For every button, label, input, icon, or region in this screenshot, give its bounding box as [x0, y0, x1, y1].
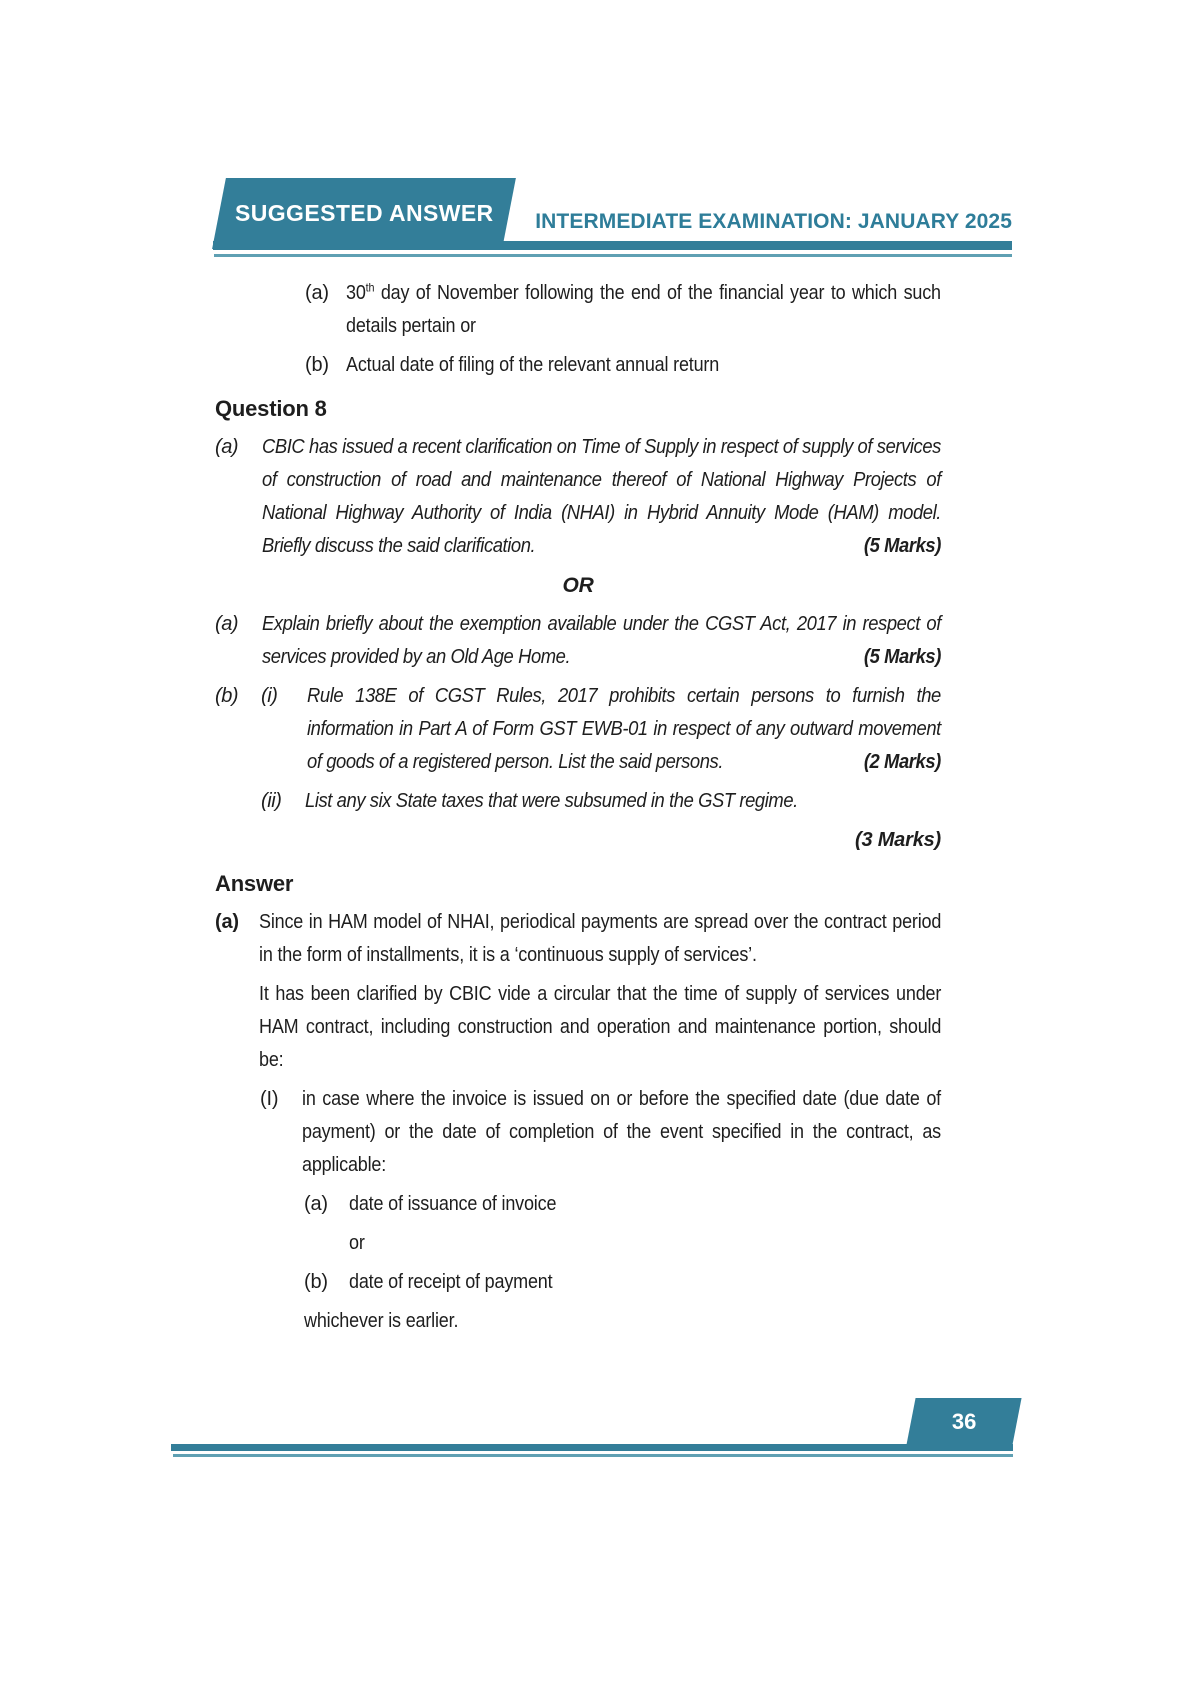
question-8b-i — [215, 680, 941, 779]
exam-title: INTERMEDIATE EXAMINATION: JANUARY 2025 — [535, 210, 1012, 233]
question-label-outer: (b) — [215, 685, 239, 707]
sub-or-text: or — [349, 1232, 365, 1254]
question-text — [262, 608, 941, 674]
marks-badge: (2 Marks) — [855, 746, 941, 779]
question-label: (a) — [215, 436, 239, 458]
marks-badge: (5 Marks) — [855, 641, 941, 674]
footer-rule-thick — [171, 1444, 1013, 1451]
answer-text: Since in HAM model of NHAI, periodical payments are spread over the contract period in the form of installments, it is a ‘continuous supply of services’. — [259, 911, 942, 966]
clause-I — [260, 1083, 941, 1182]
sub-label: (b) — [304, 1271, 328, 1293]
question-8b-ii — [261, 785, 941, 818]
or-divider: OR — [562, 574, 594, 597]
closing-text: whichever is earlier. — [304, 1310, 459, 1332]
clause-label: (I) — [260, 1088, 279, 1110]
list-text — [346, 349, 761, 382]
question-heading: Question 8 — [215, 396, 327, 421]
marks-badge: (5 Marks) — [855, 530, 941, 563]
ordinal-suffix: th — [365, 280, 375, 295]
sub-text — [349, 1266, 575, 1299]
footer-rule-thin — [173, 1454, 1013, 1457]
sub-item-b — [304, 1266, 941, 1299]
answer-paragraph-2 — [259, 978, 941, 1077]
answer-label: (a) — [215, 911, 239, 933]
closing-line — [304, 1305, 941, 1338]
list-item-a-top — [305, 277, 941, 343]
list-item-b-top — [305, 349, 941, 382]
header-rule-thin — [214, 254, 1012, 257]
list-text-inner: Actual date of filing of the relevant annual return — [346, 354, 720, 376]
sub-text — [349, 1188, 579, 1221]
sub-text-inner: date of issuance of invoice — [349, 1193, 557, 1215]
question-text — [307, 680, 941, 779]
marks-badge-standalone: (3 Marks) — [854, 829, 941, 851]
answer-heading: Answer — [215, 871, 294, 896]
list-text-rest: day of November following the end of the financial year to which such details pertain or — [346, 282, 941, 337]
question-label: (a) — [215, 613, 239, 635]
page-number-badge — [906, 1398, 1021, 1445]
list-label: (a) — [305, 282, 329, 304]
question-text-inner: Rule 138E of CGST Rules, 2017 prohibits certain persons to furnish the information in Part A of Form GST EWB-01 in respect of any outward movement of goods of a registered person. List the said persons. — [307, 685, 941, 773]
answer-item-a — [215, 906, 941, 972]
question-8a-alt — [215, 608, 941, 674]
sub-text-inner: date of receipt of payment — [349, 1271, 553, 1293]
question-text — [305, 785, 841, 818]
answer-text: It has been clarified by CBIC vide a circular that the time of supply of services under HAM contract, including construction and operation and maintenance portion, should be: — [259, 983, 942, 1071]
question-label: (ii) — [261, 790, 282, 812]
page-number: 36 — [951, 1408, 977, 1434]
clause-text: in case where the invoice is issued on or before the specified date (due date of payment) or the date of completion of the event specified in the contract, as applicable: — [302, 1088, 941, 1176]
list-label: (b) — [305, 354, 329, 376]
sub-item-a — [304, 1188, 941, 1221]
question-text-inner: Explain briefly about the exemption available under the CGST Act, 2017 in respect of services provided by an Old Age Home. — [262, 613, 941, 668]
sub-label: (a) — [304, 1193, 328, 1215]
question-text-inner: List any six State taxes that were subsumed in the GST regime. — [305, 790, 798, 812]
sub-or — [349, 1227, 941, 1260]
question-text — [262, 431, 941, 563]
date-number: 30 — [346, 282, 366, 304]
page-content — [215, 277, 941, 1344]
list-text — [346, 277, 941, 343]
question-8a — [215, 431, 941, 563]
banner-label: SUGGESTED ANSWER — [234, 200, 494, 226]
question-text-inner: CBIC has issued a recent clarification on Time of Supply in respect of supply of services of construction of road and maintenance thereof of National Highway Projects of National Highway Authority of India (NHAI) in Hybrid Annuity Mode (HAM) model. Briefly discuss the said clarification. — [262, 436, 941, 557]
question-label-inner: (i) — [261, 685, 278, 707]
